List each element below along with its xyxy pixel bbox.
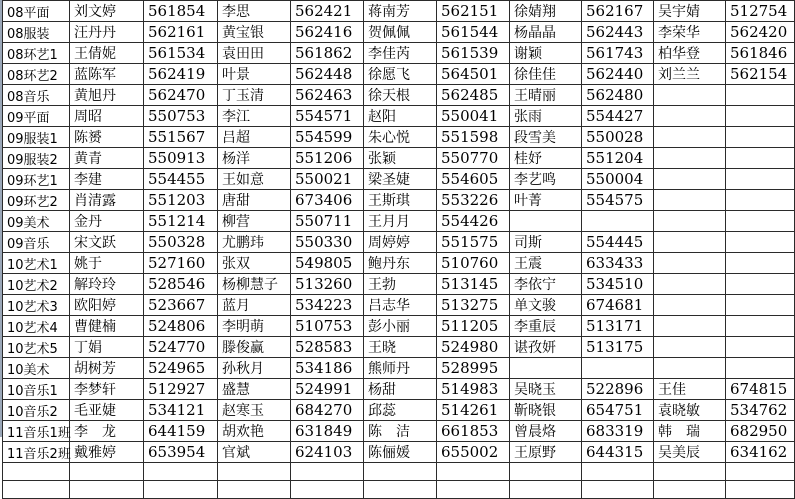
- name-cell[interactable]: 陈 洁: [364, 421, 437, 442]
- id-cell[interactable]: [726, 274, 795, 295]
- name-cell[interactable]: 韩 瑞: [654, 421, 726, 442]
- class-cell[interactable]: 08平面: [3, 1, 70, 22]
- id-cell[interactable]: [726, 127, 795, 148]
- class-cell[interactable]: 10艺术3: [3, 295, 70, 316]
- name-cell[interactable]: 欧阳婷: [70, 295, 144, 316]
- name-cell[interactable]: 杨柳慧子: [218, 274, 291, 295]
- id-cell[interactable]: 514261: [437, 400, 510, 421]
- name-cell[interactable]: [654, 274, 726, 295]
- name-cell[interactable]: 蓝陈军: [70, 64, 144, 85]
- name-cell[interactable]: [510, 481, 582, 499]
- id-cell[interactable]: 562420: [726, 22, 795, 43]
- id-cell[interactable]: 528546: [144, 274, 218, 295]
- name-cell[interactable]: [654, 232, 726, 253]
- name-cell[interactable]: [510, 358, 582, 379]
- class-cell[interactable]: 10艺术2: [3, 274, 70, 295]
- id-cell[interactable]: 562480: [582, 85, 654, 106]
- id-cell[interactable]: 655002: [437, 442, 510, 463]
- name-cell[interactable]: 戴雅婷: [70, 442, 144, 463]
- id-cell[interactable]: 684270: [291, 400, 364, 421]
- table-row: [3, 148, 795, 169]
- name-cell[interactable]: [654, 463, 726, 481]
- id-cell[interactable]: [582, 211, 654, 232]
- name-cell[interactable]: 张颖: [364, 148, 437, 169]
- name-cell[interactable]: 吴宇婧: [654, 1, 726, 22]
- class-cell[interactable]: 09音乐: [3, 232, 70, 253]
- name-cell[interactable]: 张雨: [510, 106, 582, 127]
- name-cell[interactable]: 黄旭丹: [70, 85, 144, 106]
- name-cell[interactable]: [654, 316, 726, 337]
- table-row: [3, 43, 795, 64]
- id-cell[interactable]: 550028: [582, 127, 654, 148]
- name-cell[interactable]: [510, 211, 582, 232]
- name-cell[interactable]: 解玲玲: [70, 274, 144, 295]
- table-row: [3, 337, 795, 358]
- id-cell[interactable]: 550004: [582, 169, 654, 190]
- name-cell[interactable]: 李重辰: [510, 316, 582, 337]
- name-cell[interactable]: 鲍丹东: [364, 253, 437, 274]
- table-row: [3, 22, 795, 43]
- name-cell[interactable]: 杨晶晶: [510, 22, 582, 43]
- id-cell[interactable]: 513145: [437, 274, 510, 295]
- id-cell[interactable]: 551598: [437, 127, 510, 148]
- id-cell[interactable]: 524965: [144, 358, 218, 379]
- id-cell[interactable]: 631849: [291, 421, 364, 442]
- id-cell[interactable]: 510753: [291, 316, 364, 337]
- name-cell[interactable]: 唐甜: [218, 190, 291, 211]
- id-cell[interactable]: [291, 463, 364, 481]
- name-cell[interactable]: 王勃: [364, 274, 437, 295]
- name-cell[interactable]: 杨甜: [364, 379, 437, 400]
- class-cell[interactable]: 10美术: [3, 358, 70, 379]
- name-cell[interactable]: 李艺鸣: [510, 169, 582, 190]
- id-cell[interactable]: 551567: [144, 127, 218, 148]
- name-cell[interactable]: 袁田田: [218, 43, 291, 64]
- class-cell[interactable]: 08音乐: [3, 85, 70, 106]
- name-cell[interactable]: 段雪美: [510, 127, 582, 148]
- table-row: [3, 1, 795, 22]
- class-cell[interactable]: 11音乐1班: [3, 421, 70, 442]
- id-cell[interactable]: 534121: [144, 400, 218, 421]
- id-cell[interactable]: 653954: [144, 442, 218, 463]
- name-cell[interactable]: 曹健楠: [70, 316, 144, 337]
- name-cell[interactable]: 陈俪媛: [364, 442, 437, 463]
- id-cell[interactable]: 551204: [582, 148, 654, 169]
- id-cell[interactable]: 682950: [726, 421, 795, 442]
- id-cell[interactable]: 562440: [582, 64, 654, 85]
- id-cell[interactable]: [726, 85, 795, 106]
- name-cell[interactable]: 胡欢艳: [218, 421, 291, 442]
- name-cell[interactable]: 梁圣婕: [364, 169, 437, 190]
- table-row: [3, 442, 795, 463]
- id-cell[interactable]: 634162: [726, 442, 795, 463]
- id-cell[interactable]: [726, 481, 795, 499]
- name-cell[interactable]: [654, 337, 726, 358]
- name-cell[interactable]: 吴晓玉: [510, 379, 582, 400]
- name-cell[interactable]: 黄青: [70, 148, 144, 169]
- id-cell[interactable]: 561846: [726, 43, 795, 64]
- id-cell[interactable]: 551206: [291, 148, 364, 169]
- table-row: [3, 85, 795, 106]
- id-cell[interactable]: 550770: [437, 148, 510, 169]
- name-cell[interactable]: 赵寒玉: [218, 400, 291, 421]
- id-cell[interactable]: 534510: [582, 274, 654, 295]
- name-cell[interactable]: [654, 358, 726, 379]
- name-cell[interactable]: [218, 463, 291, 481]
- name-cell[interactable]: 宋文跃: [70, 232, 144, 253]
- name-cell[interactable]: 周婷婷: [364, 232, 437, 253]
- id-cell[interactable]: [726, 316, 795, 337]
- table-row: [3, 316, 795, 337]
- name-cell[interactable]: 周昭: [70, 106, 144, 127]
- id-cell[interactable]: 550330: [291, 232, 364, 253]
- name-cell[interactable]: 袁晓敏: [654, 400, 726, 421]
- name-cell[interactable]: 吕超: [218, 127, 291, 148]
- name-cell[interactable]: 汪丹丹: [70, 22, 144, 43]
- id-cell[interactable]: 561854: [144, 1, 218, 22]
- id-cell[interactable]: [582, 463, 654, 481]
- id-cell[interactable]: 562416: [291, 22, 364, 43]
- name-cell[interactable]: 谌孜妍: [510, 337, 582, 358]
- name-cell[interactable]: 柏华登: [654, 43, 726, 64]
- name-cell[interactable]: 丁娟: [70, 337, 144, 358]
- id-cell[interactable]: 674815: [726, 379, 795, 400]
- id-cell[interactable]: 550041: [437, 106, 510, 127]
- id-cell[interactable]: 550753: [144, 106, 218, 127]
- name-cell[interactable]: 曾晨烙: [510, 421, 582, 442]
- name-cell[interactable]: 王如意: [218, 169, 291, 190]
- name-cell[interactable]: 柳营: [218, 211, 291, 232]
- id-cell[interactable]: 661853: [437, 421, 510, 442]
- name-cell[interactable]: 吕志华: [364, 295, 437, 316]
- id-cell[interactable]: [726, 106, 795, 127]
- class-cell[interactable]: 10艺术4: [3, 316, 70, 337]
- name-cell[interactable]: 尤鹏玮: [218, 232, 291, 253]
- id-cell[interactable]: 562161: [144, 22, 218, 43]
- id-cell[interactable]: 554571: [291, 106, 364, 127]
- id-cell[interactable]: 511205: [437, 316, 510, 337]
- class-cell[interactable]: 09环艺2: [3, 190, 70, 211]
- id-cell[interactable]: 644315: [582, 442, 654, 463]
- id-cell[interactable]: 554445: [582, 232, 654, 253]
- class-cell[interactable]: 08环艺2: [3, 64, 70, 85]
- class-cell[interactable]: [3, 463, 70, 481]
- id-cell[interactable]: 562151: [437, 1, 510, 22]
- class-cell[interactable]: 09环艺1: [3, 169, 70, 190]
- name-cell[interactable]: 王佳: [654, 379, 726, 400]
- name-cell[interactable]: [218, 481, 291, 499]
- id-cell[interactable]: 654751: [582, 400, 654, 421]
- name-cell[interactable]: 蓝月: [218, 295, 291, 316]
- table-row: [3, 400, 795, 421]
- id-cell[interactable]: 561862: [291, 43, 364, 64]
- name-cell[interactable]: 赵阳: [364, 106, 437, 127]
- id-cell[interactable]: 523667: [144, 295, 218, 316]
- id-cell[interactable]: 554455: [144, 169, 218, 190]
- id-cell[interactable]: [144, 481, 218, 499]
- id-cell[interactable]: 562443: [582, 22, 654, 43]
- name-cell[interactable]: 徐佳佳: [510, 64, 582, 85]
- id-cell[interactable]: 554575: [582, 190, 654, 211]
- id-cell[interactable]: 513171: [582, 316, 654, 337]
- name-cell[interactable]: 胡树芳: [70, 358, 144, 379]
- name-cell[interactable]: [654, 169, 726, 190]
- table-row: [3, 379, 795, 400]
- table-row: [3, 127, 795, 148]
- name-cell[interactable]: 张双: [218, 253, 291, 274]
- student-roster-table: [2, 0, 795, 499]
- id-cell[interactable]: 562167: [582, 1, 654, 22]
- name-cell[interactable]: 司斯: [510, 232, 582, 253]
- id-cell[interactable]: 513175: [582, 337, 654, 358]
- id-cell[interactable]: 554426: [437, 211, 510, 232]
- id-cell[interactable]: 550711: [291, 211, 364, 232]
- id-cell[interactable]: 512927: [144, 379, 218, 400]
- id-cell[interactable]: [726, 463, 795, 481]
- table-row: [3, 274, 795, 295]
- name-cell[interactable]: 肖清露: [70, 190, 144, 211]
- name-cell[interactable]: [510, 463, 582, 481]
- name-cell[interactable]: [364, 463, 437, 481]
- id-cell[interactable]: 674681: [582, 295, 654, 316]
- id-cell[interactable]: 644159: [144, 421, 218, 442]
- name-cell[interactable]: 王晴丽: [510, 85, 582, 106]
- name-cell[interactable]: 李江: [218, 106, 291, 127]
- id-cell[interactable]: 528995: [437, 358, 510, 379]
- id-cell[interactable]: 524806: [144, 316, 218, 337]
- id-cell[interactable]: 624103: [291, 442, 364, 463]
- name-cell[interactable]: [654, 211, 726, 232]
- name-cell[interactable]: 李 龙: [70, 421, 144, 442]
- id-cell[interactable]: 561539: [437, 43, 510, 64]
- table-body: [3, 1, 795, 499]
- name-cell[interactable]: 李荣华: [654, 22, 726, 43]
- name-cell[interactable]: 李思: [218, 1, 291, 22]
- id-cell[interactable]: [726, 337, 795, 358]
- name-cell[interactable]: 杨洋: [218, 148, 291, 169]
- name-cell[interactable]: [654, 481, 726, 499]
- id-cell[interactable]: 562154: [726, 64, 795, 85]
- name-cell[interactable]: [654, 148, 726, 169]
- table-row: [3, 190, 795, 211]
- id-cell[interactable]: 522896: [582, 379, 654, 400]
- id-cell[interactable]: [437, 481, 510, 499]
- name-cell[interactable]: 黄宝银: [218, 22, 291, 43]
- id-cell[interactable]: 527160: [144, 253, 218, 274]
- name-cell[interactable]: 王斯琪: [364, 190, 437, 211]
- class-cell[interactable]: 10音乐1: [3, 379, 70, 400]
- id-cell[interactable]: 551203: [144, 190, 218, 211]
- table-row: [3, 106, 795, 127]
- table-row: [3, 421, 795, 442]
- id-cell[interactable]: 534186: [291, 358, 364, 379]
- name-cell[interactable]: 单文骏: [510, 295, 582, 316]
- id-cell[interactable]: [291, 481, 364, 499]
- id-cell[interactable]: 561534: [144, 43, 218, 64]
- name-cell[interactable]: [70, 481, 144, 499]
- name-cell[interactable]: [654, 295, 726, 316]
- table-row: [3, 253, 795, 274]
- id-cell[interactable]: 683319: [582, 421, 654, 442]
- name-cell[interactable]: 王原野: [510, 442, 582, 463]
- name-cell[interactable]: 李依宁: [510, 274, 582, 295]
- name-cell[interactable]: [654, 85, 726, 106]
- id-cell[interactable]: [582, 481, 654, 499]
- name-cell[interactable]: [70, 463, 144, 481]
- id-cell[interactable]: 562470: [144, 85, 218, 106]
- name-cell[interactable]: 陈赟: [70, 127, 144, 148]
- id-cell[interactable]: [726, 169, 795, 190]
- table-row: [3, 211, 795, 232]
- name-cell[interactable]: 蒋南芳: [364, 1, 437, 22]
- class-cell[interactable]: 10音乐2: [3, 400, 70, 421]
- name-cell[interactable]: 官斌: [218, 442, 291, 463]
- id-cell[interactable]: 562419: [144, 64, 218, 85]
- name-cell[interactable]: 姚于: [70, 253, 144, 274]
- name-cell[interactable]: 滕俊赢: [218, 337, 291, 358]
- name-cell[interactable]: 朱心悦: [364, 127, 437, 148]
- name-cell[interactable]: 李建: [70, 169, 144, 190]
- table-row: [3, 358, 795, 379]
- name-cell[interactable]: 叶景: [218, 64, 291, 85]
- id-cell[interactable]: 534223: [291, 295, 364, 316]
- name-cell[interactable]: [654, 253, 726, 274]
- name-cell[interactable]: 王倩妮: [70, 43, 144, 64]
- name-cell[interactable]: 盛慧: [218, 379, 291, 400]
- class-cell[interactable]: 11音乐2班: [3, 442, 70, 463]
- id-cell[interactable]: 554599: [291, 127, 364, 148]
- class-cell[interactable]: 10艺术5: [3, 337, 70, 358]
- id-cell[interactable]: 551214: [144, 211, 218, 232]
- name-cell[interactable]: 金丹: [70, 211, 144, 232]
- id-cell[interactable]: [726, 190, 795, 211]
- name-cell[interactable]: 彭小丽: [364, 316, 437, 337]
- id-cell[interactable]: 513260: [291, 274, 364, 295]
- name-cell[interactable]: 王月月: [364, 211, 437, 232]
- name-cell[interactable]: 刘兰兰: [654, 64, 726, 85]
- id-cell[interactable]: [437, 463, 510, 481]
- id-cell[interactable]: 553226: [437, 190, 510, 211]
- id-cell[interactable]: 524770: [144, 337, 218, 358]
- name-cell[interactable]: [654, 190, 726, 211]
- table-row: [3, 481, 795, 499]
- id-cell[interactable]: 512754: [726, 1, 795, 22]
- table-row: [3, 64, 795, 85]
- name-cell[interactable]: 王晓: [364, 337, 437, 358]
- id-cell[interactable]: 562421: [291, 1, 364, 22]
- id-cell[interactable]: [726, 358, 795, 379]
- id-cell[interactable]: 562448: [291, 64, 364, 85]
- id-cell[interactable]: 633433: [582, 253, 654, 274]
- name-cell[interactable]: 叶菁: [510, 190, 582, 211]
- class-cell[interactable]: 10艺术1: [3, 253, 70, 274]
- id-cell[interactable]: 562463: [291, 85, 364, 106]
- id-cell[interactable]: 550021: [291, 169, 364, 190]
- table-row: [3, 232, 795, 253]
- name-cell[interactable]: 靳晓银: [510, 400, 582, 421]
- class-cell[interactable]: 09服装2: [3, 148, 70, 169]
- name-cell[interactable]: 刘文婷: [70, 1, 144, 22]
- class-cell[interactable]: 09美术: [3, 211, 70, 232]
- class-cell[interactable]: 09平面: [3, 106, 70, 127]
- id-cell[interactable]: 514983: [437, 379, 510, 400]
- id-cell[interactable]: [582, 358, 654, 379]
- id-cell[interactable]: 673406: [291, 190, 364, 211]
- id-cell[interactable]: 534762: [726, 400, 795, 421]
- name-cell[interactable]: 桂妤: [510, 148, 582, 169]
- id-cell[interactable]: 524980: [437, 337, 510, 358]
- class-cell[interactable]: 08环艺1: [3, 43, 70, 64]
- id-cell[interactable]: [726, 253, 795, 274]
- name-cell[interactable]: 李佳芮: [364, 43, 437, 64]
- name-cell[interactable]: 徐天根: [364, 85, 437, 106]
- name-cell[interactable]: [364, 481, 437, 499]
- name-cell[interactable]: 李明萌: [218, 316, 291, 337]
- name-cell[interactable]: 王震: [510, 253, 582, 274]
- class-cell[interactable]: 08服装: [3, 22, 70, 43]
- name-cell[interactable]: [654, 106, 726, 127]
- class-cell[interactable]: [3, 481, 70, 499]
- table-row: [3, 463, 795, 481]
- name-cell[interactable]: 李梦轩: [70, 379, 144, 400]
- name-cell[interactable]: 贺佩佩: [364, 22, 437, 43]
- id-cell[interactable]: 564501: [437, 64, 510, 85]
- id-cell[interactable]: 510760: [437, 253, 510, 274]
- table-row: [3, 169, 795, 190]
- name-cell[interactable]: 熊师丹: [364, 358, 437, 379]
- id-cell[interactable]: 549805: [291, 253, 364, 274]
- id-cell[interactable]: 550328: [144, 232, 218, 253]
- class-cell[interactable]: 09服装1: [3, 127, 70, 148]
- name-cell[interactable]: 吴美辰: [654, 442, 726, 463]
- table-row: [3, 295, 795, 316]
- id-cell[interactable]: [144, 463, 218, 481]
- id-cell[interactable]: [726, 148, 795, 169]
- name-cell[interactable]: 丁玉清: [218, 85, 291, 106]
- name-cell[interactable]: 毛亚婕: [70, 400, 144, 421]
- id-cell[interactable]: [726, 232, 795, 253]
- id-cell[interactable]: 524991: [291, 379, 364, 400]
- id-cell[interactable]: 550913: [144, 148, 218, 169]
- id-cell[interactable]: 528583: [291, 337, 364, 358]
- id-cell[interactable]: 554605: [437, 169, 510, 190]
- id-cell[interactable]: [726, 295, 795, 316]
- name-cell[interactable]: 徐婧翔: [510, 1, 582, 22]
- id-cell[interactable]: 554427: [582, 106, 654, 127]
- id-cell[interactable]: 561743: [582, 43, 654, 64]
- id-cell[interactable]: [726, 211, 795, 232]
- id-cell[interactable]: 513275: [437, 295, 510, 316]
- name-cell[interactable]: 徐愿飞: [364, 64, 437, 85]
- id-cell[interactable]: 561544: [437, 22, 510, 43]
- id-cell[interactable]: 562485: [437, 85, 510, 106]
- name-cell[interactable]: 孙秋月: [218, 358, 291, 379]
- name-cell[interactable]: [654, 127, 726, 148]
- id-cell[interactable]: 551575: [437, 232, 510, 253]
- name-cell[interactable]: 邱蕊: [364, 400, 437, 421]
- name-cell[interactable]: 谢颖: [510, 43, 582, 64]
